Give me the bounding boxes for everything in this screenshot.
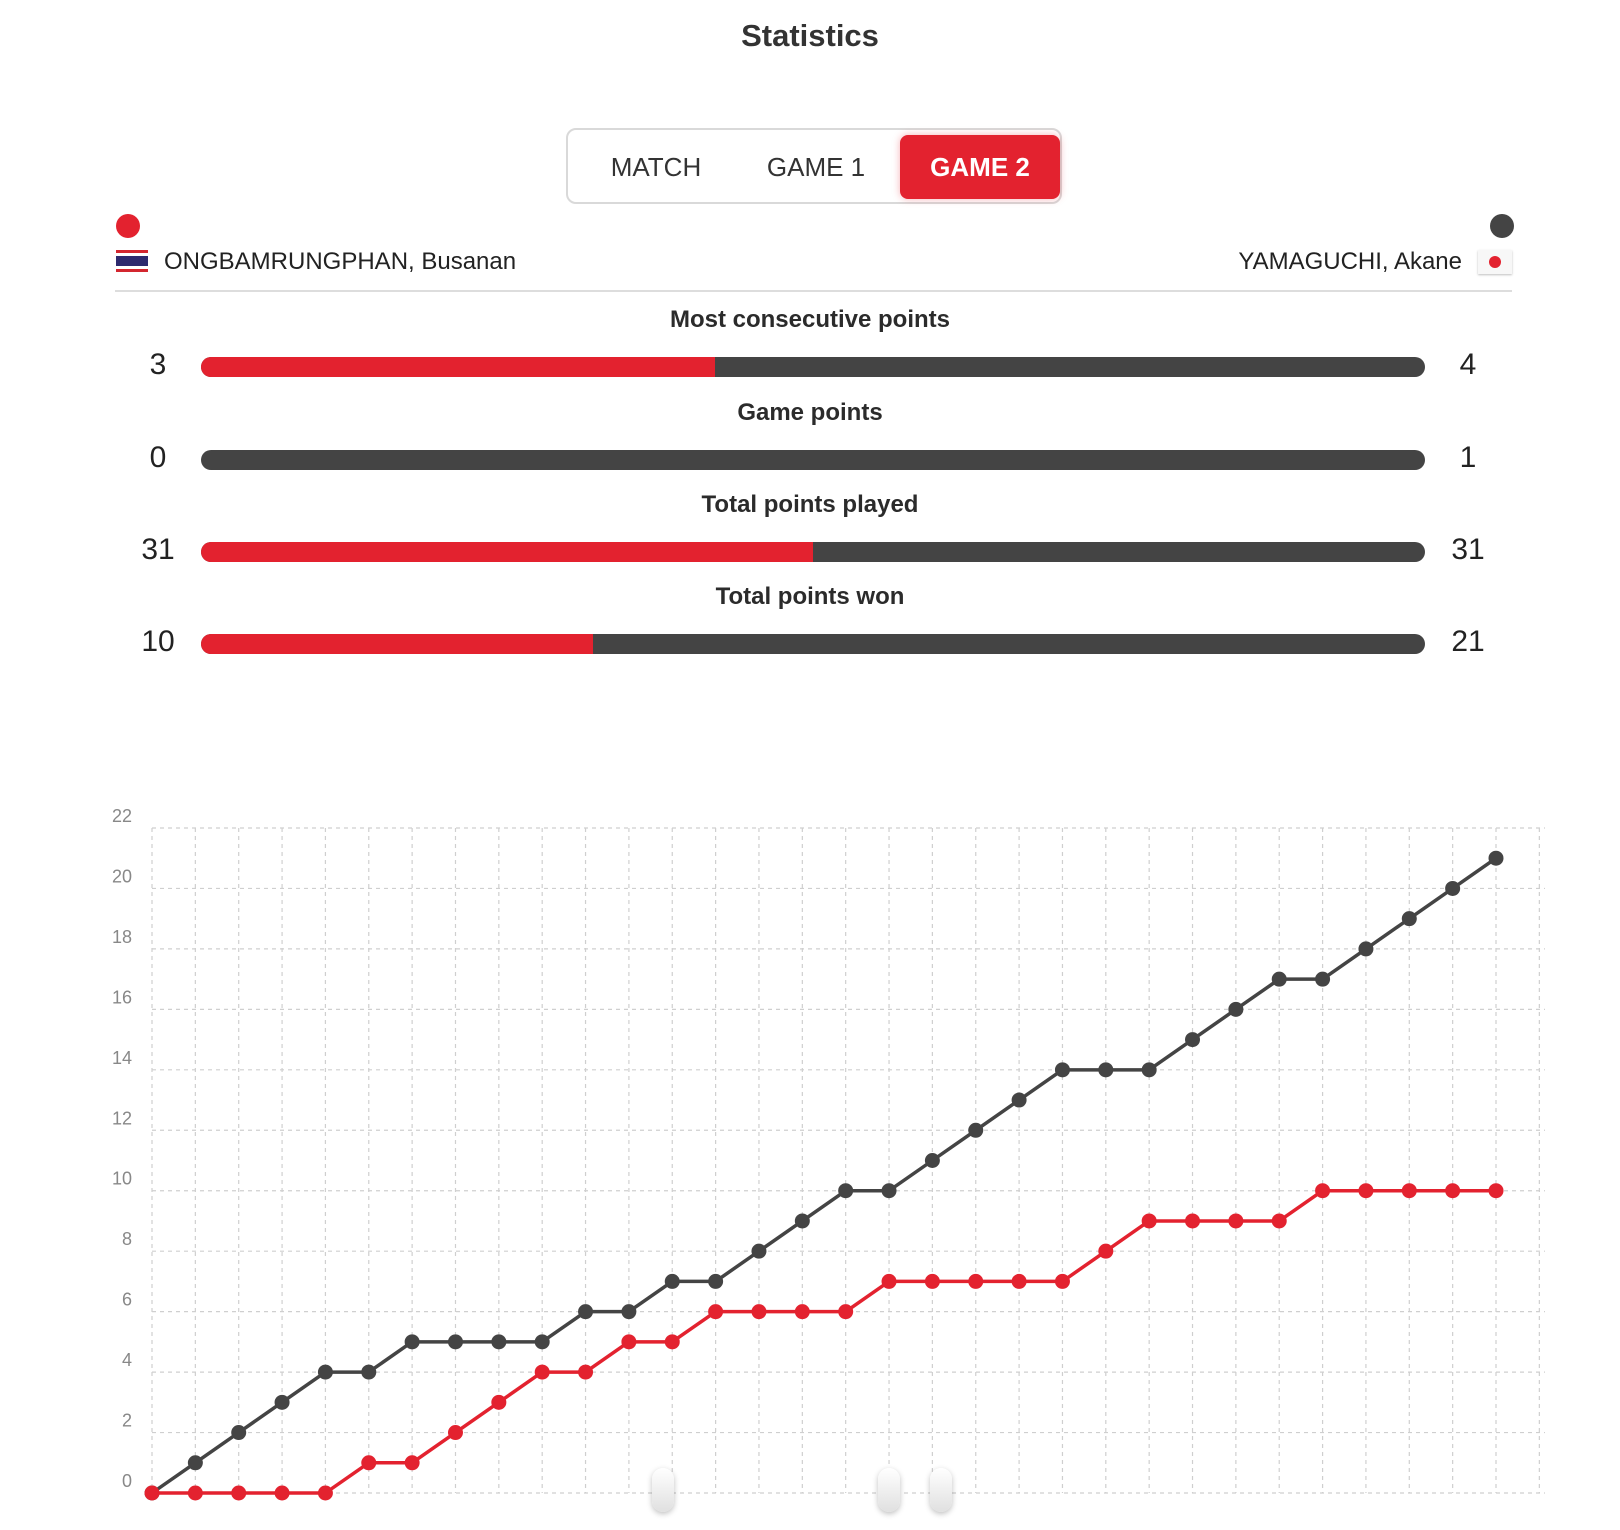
dark-dot-icon	[1490, 214, 1514, 238]
data-point	[535, 1365, 550, 1380]
tab-match[interactable]: MATCH	[610, 152, 702, 182]
data-point	[491, 1395, 506, 1410]
data-point	[1402, 911, 1417, 926]
scroll-handle[interactable]	[652, 1468, 674, 1512]
data-point	[1012, 1093, 1027, 1108]
stat-title-most-consecutive-points: Most consecutive points	[669, 306, 951, 333]
data-point	[665, 1334, 680, 1349]
y-tick-label: 16	[111, 987, 132, 1008]
thailand-flag-icon	[116, 250, 148, 272]
data-point	[1055, 1274, 1070, 1289]
data-point	[1315, 972, 1330, 987]
stat-left-value: 0	[149, 441, 167, 474]
y-tick-label: 2	[121, 1410, 132, 1431]
tab-game-1[interactable]: GAME 1	[766, 152, 866, 182]
stat-left-value: 31	[141, 533, 175, 566]
stat-bar-fill-left	[201, 542, 813, 562]
page-title: Statistics	[741, 18, 879, 53]
data-point	[231, 1486, 246, 1501]
data-point	[1489, 851, 1504, 866]
stat-right-value: 21	[1451, 625, 1485, 658]
divider	[115, 290, 1512, 292]
stat-bar	[201, 450, 1425, 470]
data-point	[405, 1334, 420, 1349]
data-point	[1272, 972, 1287, 987]
data-point	[621, 1304, 636, 1319]
data-point	[882, 1183, 897, 1198]
stat-bar	[201, 357, 1425, 377]
data-point	[1402, 1183, 1417, 1198]
data-point	[448, 1425, 463, 1440]
japan-flag-icon	[1478, 250, 1512, 274]
y-tick-label: 14	[111, 1047, 132, 1068]
y-tick-label: 18	[111, 926, 132, 947]
stat-left-value: 3	[149, 348, 167, 381]
data-point	[795, 1304, 810, 1319]
data-point	[751, 1244, 766, 1259]
data-point	[1098, 1062, 1113, 1077]
data-point	[665, 1274, 680, 1289]
data-point	[838, 1304, 853, 1319]
data-point	[1228, 1002, 1243, 1017]
data-point	[275, 1486, 290, 1501]
data-point	[1358, 1183, 1373, 1198]
player-right-name: YAMAGUCHI, Akane	[1238, 248, 1462, 275]
data-point	[1445, 1183, 1460, 1198]
data-point	[318, 1486, 333, 1501]
data-point	[1142, 1213, 1157, 1228]
stat-title-total-points-won: Total points won	[715, 583, 905, 610]
scroll-handle[interactable]	[878, 1468, 900, 1512]
data-point	[1272, 1213, 1287, 1228]
data-point	[968, 1274, 983, 1289]
data-point	[1055, 1062, 1070, 1077]
data-point	[405, 1455, 420, 1470]
data-point	[188, 1455, 203, 1470]
y-tick-label: 0	[121, 1471, 132, 1491]
y-tick-label: 8	[121, 1229, 132, 1250]
data-point	[231, 1425, 246, 1440]
data-point	[361, 1455, 376, 1470]
stat-right-value: 31	[1451, 533, 1485, 566]
data-point	[491, 1334, 506, 1349]
data-point	[1012, 1274, 1027, 1289]
y-tick-label: 20	[111, 866, 132, 887]
data-point	[708, 1304, 723, 1319]
data-point	[925, 1153, 940, 1168]
series-line	[152, 1191, 1496, 1493]
data-point	[1098, 1244, 1113, 1259]
stat-bar	[201, 542, 1425, 562]
series-line	[152, 858, 1496, 1493]
red-dot-icon	[116, 214, 140, 238]
y-tick-label: 4	[121, 1350, 132, 1371]
score-progression-chart	[0, 780, 1620, 1530]
data-point	[318, 1365, 333, 1380]
data-point	[145, 1486, 160, 1501]
data-point	[968, 1123, 983, 1138]
data-point	[1315, 1183, 1330, 1198]
data-point	[361, 1365, 376, 1380]
data-point	[535, 1334, 550, 1349]
stat-title-game-points: Game points	[737, 399, 883, 426]
data-point	[578, 1365, 593, 1380]
data-point	[1489, 1183, 1504, 1198]
data-point	[1445, 881, 1460, 896]
data-point	[751, 1304, 766, 1319]
stat-bar-fill-left	[201, 357, 715, 377]
data-point	[188, 1486, 203, 1501]
scroll-handle[interactable]	[930, 1468, 952, 1512]
y-tick-label: 22	[111, 806, 132, 826]
stat-bar	[201, 634, 1425, 654]
data-point	[1185, 1213, 1200, 1228]
stat-bar-fill-left	[201, 634, 593, 654]
data-point	[275, 1395, 290, 1410]
data-point	[448, 1334, 463, 1349]
player-left-name: ONGBAMRUNGPHAN, Busanan	[164, 248, 517, 275]
data-point	[795, 1213, 810, 1228]
y-tick-label: 10	[111, 1168, 132, 1189]
data-point	[708, 1274, 723, 1289]
stat-right-value: 1	[1459, 441, 1477, 474]
stat-right-value: 4	[1459, 348, 1477, 381]
y-tick-label: 12	[111, 1108, 132, 1129]
data-point	[882, 1274, 897, 1289]
data-point	[1142, 1062, 1157, 1077]
y-tick-label: 6	[121, 1289, 132, 1310]
stat-left-value: 10	[141, 625, 175, 658]
data-point	[1228, 1213, 1243, 1228]
tab-game-2[interactable]: GAME 2	[900, 135, 1060, 199]
data-point	[838, 1183, 853, 1198]
game-tabs	[566, 128, 1062, 204]
data-point	[1185, 1032, 1200, 1047]
data-point	[1358, 941, 1373, 956]
data-point	[578, 1304, 593, 1319]
data-point	[925, 1274, 940, 1289]
stat-title-total-points-played: Total points played	[701, 491, 919, 518]
data-point	[621, 1334, 636, 1349]
